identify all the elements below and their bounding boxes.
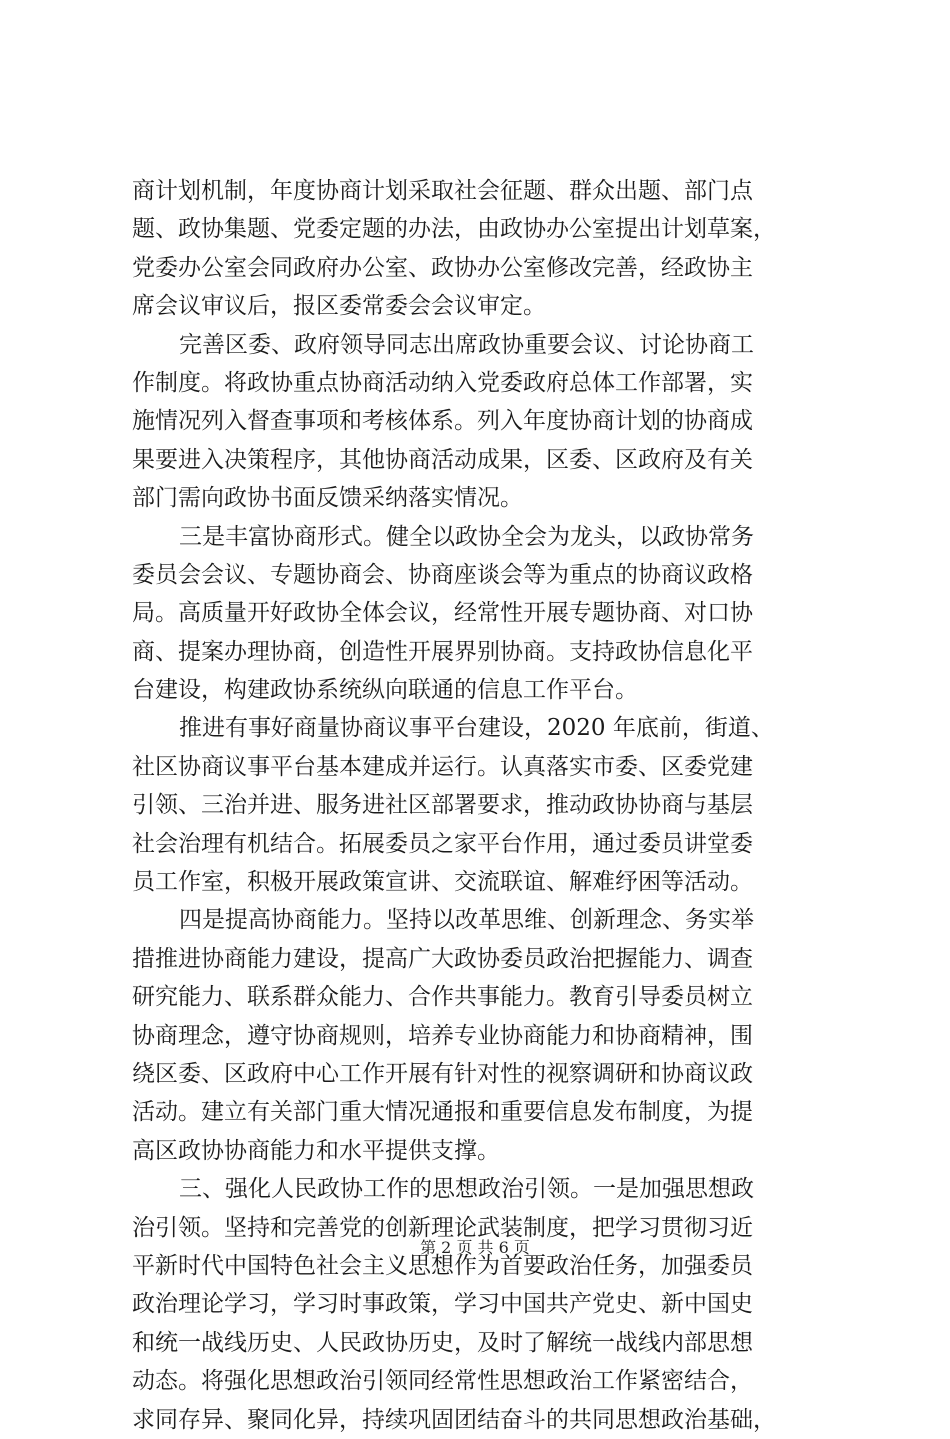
text-line: 台建设，构建政协系统纵向联通的信息工作平台。	[132, 677, 638, 704]
text-line: 动态。将强化思想政治引领同经常性思想政治工作紧密结合，	[132, 1368, 753, 1395]
text-line: 商、提案办理协商，创造性开展界别协商。支持政协信息化平	[132, 638, 753, 665]
text-line: 员工作室，积极开展政策宣讲、交流联谊、解难纾困等活动。	[132, 869, 753, 896]
paragraph-first-line: 四是提高协商能力。坚持以改革思维、创新理念、务实举	[179, 907, 754, 934]
text-line: 社会治理有机结合。拓展委员之家平台作用，通过委员讲堂委	[132, 830, 753, 857]
text-line: 席会议审议后，报区委常委会会议审定。	[132, 293, 546, 320]
text-line: 委员会会议、专题协商会、协商座谈会等为重点的协商议政格	[132, 561, 753, 588]
page-footer	[0, 1237, 950, 1259]
paragraph-first-line: 推进有事好商量协商议事平台建设，2020 年底前，街道、	[179, 715, 774, 742]
text-line: 社区协商议事平台基本建成并运行。认真落实市委、区委党建	[132, 753, 753, 780]
text-line: 政治理论学习，学习时事政策，学习中国共产党史、新中国史	[132, 1291, 753, 1318]
text-line: 党委办公室会同政府办公室、政协办公室修改完善，经政协主	[132, 254, 753, 281]
text-line: 研究能力、联系群众能力、合作共事能力。教育引导委员树立	[132, 984, 753, 1011]
text-line: 平新时代中国特色社会主义思想作为首要政治任务，加强委员	[132, 1252, 753, 1279]
text-line: 治引领。坚持和完善党的创新理论武装制度，把学习贯彻习近	[132, 1214, 753, 1241]
text-line: 协商理念，遵守协商规则，培养专业协商能力和协商精神，围	[132, 1022, 753, 1049]
text-line: 施情况列入督查事项和考核体系。列入年度协商计划的协商成	[132, 408, 753, 435]
text-line: 绕区委、区政府中心工作开展有针对性的视察调研和协商议政	[132, 1060, 753, 1087]
text-line: 措推进协商能力建设，提高广大政协委员政治把握能力、调查	[132, 945, 753, 972]
paragraph-first-line: 三、强化人民政协工作的思想政治引领。一是加强思想政	[179, 1176, 754, 1203]
text-line: 高区政协协商能力和水平提供支撑。	[132, 1137, 500, 1164]
text-line: 作制度。将政协重点协商活动纳入党委政府总体工作部署，实	[132, 369, 753, 396]
page-number: 第 2 页 共 6 页	[420, 1238, 530, 1257]
paragraph-first-line: 完善区委、政府领导同志出席政协重要会议、讨论协商工	[179, 331, 754, 358]
paragraph-first-line: 三是丰富协商形式。健全以政协全会为龙头，以政协常务	[179, 523, 754, 550]
text-line: 果要进入决策程序，其他协商活动成果，区委、区政府及有关	[132, 446, 753, 473]
text-line: 部门需向政协书面反馈采纳落实情况。	[132, 485, 523, 512]
text-line: 活动。建立有关部门重大情况通报和重要信息发布制度，为提	[132, 1099, 753, 1126]
text-line: 求同存异、聚同化异，持续巩固团结奋斗的共同思想政治基础，	[132, 1406, 776, 1433]
text-line: 商计划机制，年度协商计划采取社会征题、群众出题、部门点	[132, 178, 753, 204]
text-line: 题、政协集题、党委定题的办法，由政协办公室提出计划草案，	[132, 216, 776, 243]
text-line: 局。高质量开好政协全体会议，经常性开展专题协商、对口协	[132, 600, 753, 627]
text-line: 和统一战线历史、人民政协历史，及时了解统一战线内部思想	[132, 1329, 753, 1356]
text-line: 引领、三治并进、服务进社区部署要求，推动政协协商与基层	[132, 792, 753, 819]
